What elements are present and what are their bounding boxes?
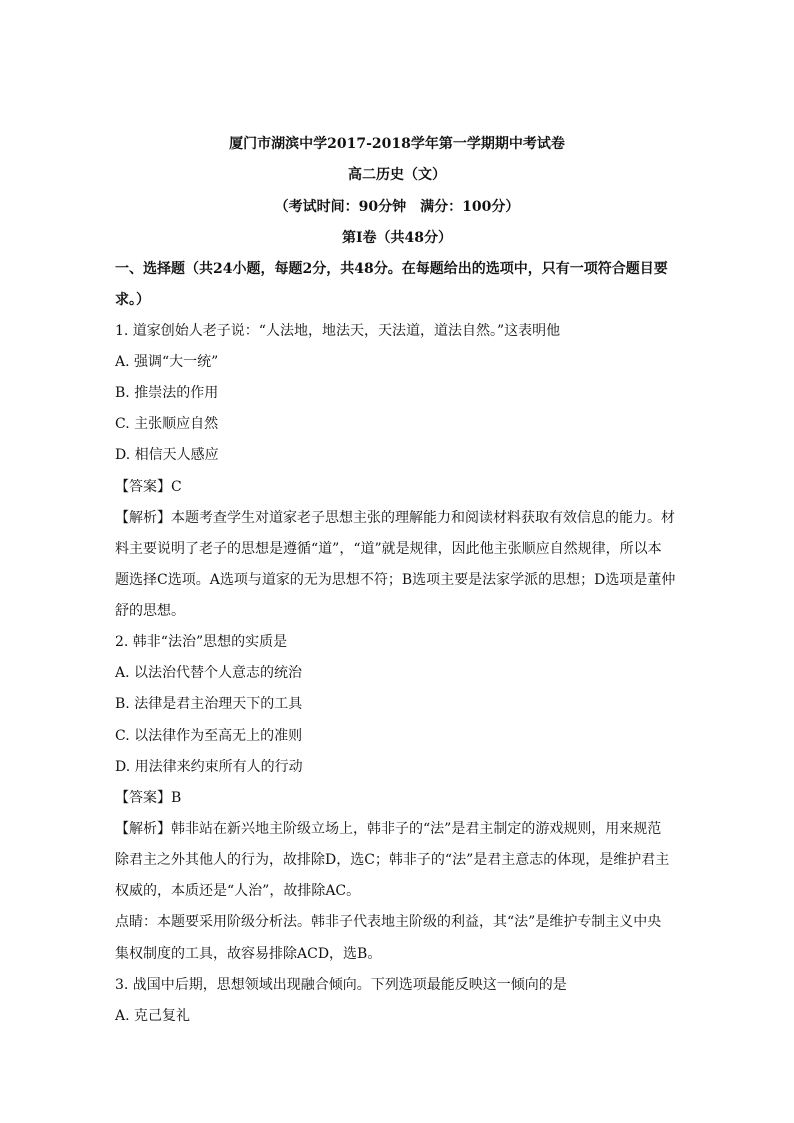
- section-heading-line2: 求。）: [115, 292, 150, 308]
- volume-title: 第Ⅰ卷（共48分）: [341, 230, 453, 246]
- q2-option-d: D. 用法律来约束所有人的行动: [115, 759, 303, 775]
- q1-option-d: D. 相信天人感应: [115, 447, 219, 463]
- q3-option-a: A. 克己复礼: [115, 1008, 191, 1024]
- exam-info: （考试时间：90分钟 满分：100分）: [274, 199, 520, 215]
- q2-comment-line1: 点睛：本题要采用阶级分析法。韩非子代表地主阶级的利益，其“法”是维护专制主义中央: [115, 914, 662, 930]
- q3-stem: 3. 战国中后期，思想领域出现融合倾向。下列选项最能反映这一倾向的是: [115, 977, 567, 993]
- section-heading-line1: 一、选择题（共24小题，每题2分，共48分。在每题给出的选项中，只有一项符合题目要: [115, 261, 668, 277]
- q2-stem: 2. 韩非“法治”思想的实质是: [115, 634, 288, 650]
- q2-option-b: B. 法律是君主治理天下的工具: [115, 696, 303, 712]
- q2-option-a: A. 以法治代替个人意志的统治: [115, 665, 303, 681]
- q1-analysis-line3: 题选择C选项。A选项与道家的无为思想不符；B选项主要是法家学派的思想；D选项是董仲: [115, 572, 676, 588]
- q1-analysis-line1: 【解析】本题考查学生对道家老子思想主张的理解能力和阅读材料获取有效信息的能力。材: [115, 510, 675, 526]
- q1-option-c: C. 主张顺应自然: [115, 416, 219, 432]
- q1-stem: 1. 道家创始人老子说：“人法地，地法天，天法道，道法自然。”这表明他: [115, 323, 561, 339]
- exam-subject: 高二历史（文）: [348, 167, 446, 183]
- q2-analysis-line1: 【解析】韩非站在新兴地主阶级立场上，韩非子的“法”是君主制定的游戏规则，用来规范: [115, 821, 662, 837]
- q1-option-a: A. 强调“大一统”: [115, 354, 219, 370]
- q1-analysis-line4: 舒的思想。: [115, 603, 185, 619]
- q2-answer: 【答案】B: [115, 790, 182, 806]
- exam-title: 厦门市湖滨中学2017-2018学年第一学期期中考试卷: [229, 136, 565, 152]
- q2-comment-line2: 集权制度的工具，故容易排除ACD，选B。: [115, 946, 382, 962]
- q2-option-c: C. 以法律作为至高无上的准则: [115, 728, 303, 744]
- q2-analysis-line2: 除君主之外其他人的行为，故排除D，选C；韩非子的“法”是君主意志的体现，是维护君主: [115, 852, 670, 868]
- q1-answer: 【答案】C: [115, 479, 182, 495]
- q1-option-b: B. 推崇法的作用: [115, 385, 219, 401]
- q1-analysis-line2: 料主要说明了老子的思想是遵循“道”，“道”就是规律，因此他主张顺应自然规律，所以本: [115, 541, 662, 557]
- q2-analysis-line3: 权威的，本质还是“人治”，故排除AC。: [115, 883, 361, 899]
